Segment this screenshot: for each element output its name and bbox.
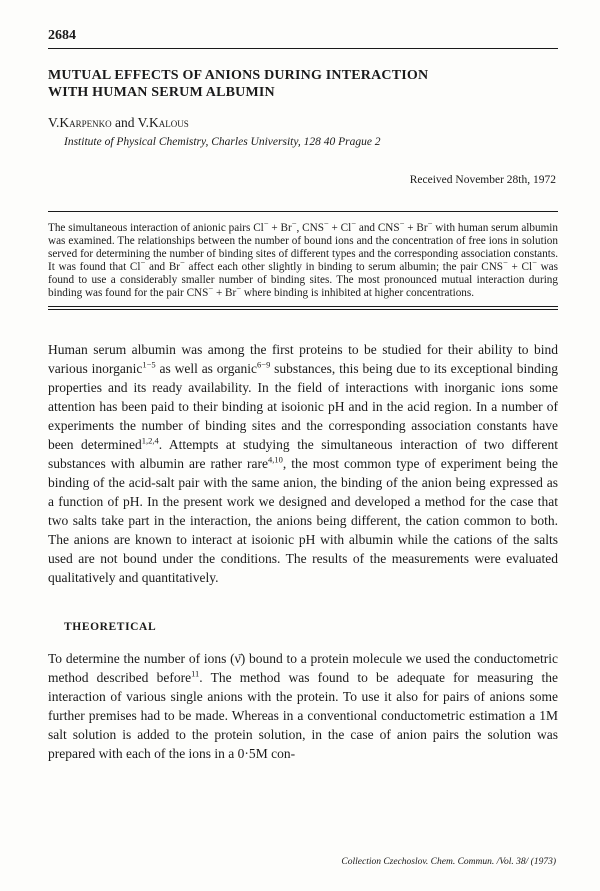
introduction-paragraph	[48, 340, 558, 587]
abstract-fragment: + Cl	[328, 222, 352, 234]
charge-superscript: −	[236, 283, 242, 294]
paragraph-fragment: . The method was found to be adequate for measuring the interaction of various single anions with the protein. To use it also for pairs of anions some further premises had to be made. Whereas in a conventional conductometric estimation a 1	[48, 670, 558, 723]
theoretical-paragraph	[48, 649, 558, 763]
journal-page	[48, 28, 558, 763]
abstract-text	[48, 212, 558, 306]
abstract-fragment: and Br	[145, 261, 181, 273]
abstract-fragment: + Cl	[507, 261, 533, 273]
reference-superscript: 11	[191, 668, 200, 679]
abstract-fragment: + Br	[404, 222, 428, 234]
charge-superscript: −	[291, 218, 297, 229]
author-initial: V.	[48, 115, 60, 130]
paragraph-fragment: con-	[267, 746, 296, 761]
charge-superscript: −	[323, 218, 329, 229]
charge-superscript: −	[427, 218, 433, 229]
abstract-fragment: The simultaneous interaction of anionic pairs Cl	[48, 222, 264, 234]
abstract-fragment: affect each other slightly in binding to serum albumin; the pair CNS	[184, 261, 504, 273]
paragraph-fragment: , the most common type of experiment being the binding of the acid-salt pair with the same anion, the binding of the anion being expressed as a function of pH. In the present work we designed and developed a method for the case that two salts take part in the interaction, the anions being different, the cation common to both. The anions are known to interact at isoionic pH with albumin while the cations of the salts used are not bound under the conditions. The results of the measurements were evaluated qualitatively and quantitatively.	[48, 456, 558, 585]
author-initial: V.	[137, 115, 150, 130]
charge-superscript: −	[399, 218, 405, 229]
charge-superscript: −	[532, 257, 537, 268]
affiliation: Institute of Physical Chemistry, Charles University, 128 40 Prague 2	[64, 136, 381, 148]
article-title: MUTUAL EFFECTS OF ANIONS DURING INTERACTION WITH HUMAN SERUM ALBUMIN	[48, 68, 429, 100]
section-heading-theoretical: THEORETICAL	[64, 621, 157, 633]
header-rule	[48, 48, 558, 49]
abstract-box	[48, 211, 558, 310]
author-name: Karpenko	[59, 115, 112, 130]
abstract-bottom-rule	[48, 306, 558, 310]
abstract-fragment: was found to use a considerably smaller number of binding sites. The most pronounced mutual interaction during binding was found for the pair CNS	[48, 261, 559, 299]
reference-superscript: 1−5	[142, 359, 156, 370]
reference-superscript: 6−9	[257, 359, 271, 370]
charge-superscript: −	[140, 257, 146, 268]
charge-superscript: −	[180, 257, 185, 268]
abstract-fragment: and CNS	[356, 222, 400, 234]
charge-superscript: −	[208, 283, 214, 294]
author-name: Kalous	[149, 115, 189, 130]
charge-superscript: −	[351, 218, 357, 229]
reference-superscript: 1,2,4	[141, 435, 159, 446]
abstract-fragment: , CNS	[296, 222, 324, 234]
page-number: 2684	[48, 28, 76, 43]
journal-citation-footer: Collection Czechoslov. Chem. Commun. /Vol. 38/ (1973)	[341, 857, 556, 867]
paragraph-fragment: . Attempts at studying the simultaneous interaction of two different substances with albumin are rather rare	[48, 437, 558, 471]
reference-superscript: 4,10	[267, 454, 283, 465]
paragraph-fragment: salt solution is added to the protein solution, in the case of anion pairs the solution was prepared with each of the ions in a 0·5	[48, 727, 558, 761]
paragraph-fragment: substances, this being due to its exceptional binding properties and its ready availability. In the field of interactions with inorganic ions some attention has been paid to their binding at isoionic pH and in the acid region. In a number of experiments the number of binding sites and the corresponding association constants have been determined	[48, 361, 558, 452]
author-conjunction: and	[111, 115, 138, 130]
abstract-fragment: + Br	[213, 287, 237, 299]
molar-unit: M	[255, 746, 268, 761]
charge-superscript: −	[263, 218, 269, 229]
charge-superscript: −	[503, 257, 508, 268]
abstract-fragment: where binding is inhibited at higher concentrations.	[241, 287, 475, 299]
abstract-fragment: + Br	[268, 222, 292, 234]
received-date: Received November 28th, 1972	[409, 174, 556, 186]
paragraph-fragment: Human serum albumin was among the first proteins to be studied for their ability to bind various inorganic	[48, 342, 558, 376]
author-list	[48, 115, 558, 131]
paragraph-fragment: as well as organic	[155, 361, 258, 376]
paragraph-fragment: To determine the number of ions (ν̄) bound to a protein molecule we used the conductometric method described before	[48, 651, 558, 685]
molar-unit: M	[545, 708, 558, 723]
abstract-fragment: with human serum albumin was examined. The relationships between the number of bound ions and the concentration of free ions in solution served for determining the number of binding sites of different types and the corresponding association constants. It was found that Cl	[48, 222, 559, 273]
